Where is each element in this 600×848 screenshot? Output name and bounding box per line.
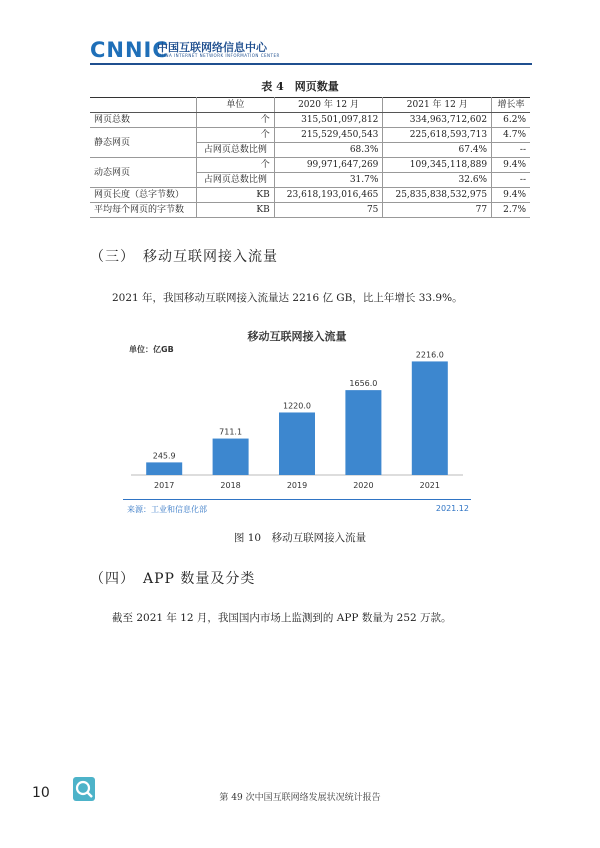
bar-2018: [213, 439, 249, 475]
table-header-row: [90, 98, 530, 113]
row-unit: KB: [196, 188, 274, 203]
webpage-count-table: [90, 97, 530, 218]
x-tick-label: 2018: [220, 481, 241, 490]
cell-2020: 23,618,193,016,465: [274, 188, 383, 203]
table-row: [90, 113, 530, 128]
table-header-cell: 增长率: [492, 98, 530, 113]
bar-2021: [412, 361, 448, 475]
cell-growth: 4.7%: [492, 128, 530, 143]
cell-growth: 9.4%: [492, 188, 530, 203]
table-row: [90, 188, 530, 203]
bar-value-label: 711.1: [219, 427, 243, 437]
table-header-cell: 单位: [196, 98, 274, 113]
chart-source: 来源：工业和信息化部: [127, 505, 207, 514]
cell-growth: --: [492, 173, 530, 188]
chart-unit-label: 单位：亿GB: [129, 345, 174, 354]
row-label: 静态网页: [90, 128, 196, 158]
section-heading: （四） APP 数量及分类: [90, 571, 256, 587]
bar-value-label: 245.9: [152, 451, 176, 461]
row-label: 动态网页: [90, 158, 196, 188]
section-paragraph: 截至 2021 年 12 月，我国国内市场上监测到的 APP 数量为 252 万款。: [112, 612, 452, 624]
figure-caption: 图 10 移动互联网接入流量: [233, 532, 367, 544]
org-name-en: CHINA INTERNET NETWORK INFORMATION CENTER: [157, 53, 280, 58]
chart-plot: [117, 322, 477, 502]
x-tick-label: 2020: [353, 481, 374, 490]
x-tick-label: 2017: [154, 481, 175, 490]
bar-value-label: 1220.0: [283, 401, 311, 411]
bar-2020: [345, 390, 381, 475]
row-label: 平均每个网页的字节数: [90, 203, 196, 218]
section-paragraph: 2021 年，我国移动互联网接入流量达 2216 亿 GB，比上年增长 33.9%。: [112, 292, 463, 304]
bar-2019: [279, 412, 315, 475]
table-header-cell: [90, 98, 196, 113]
bar-value-label: 1656.0: [349, 379, 378, 389]
org-name-cn: 中国互联网络信息中心: [157, 41, 267, 54]
row-unit: 个: [196, 128, 274, 143]
cell-2021: 77: [383, 203, 492, 218]
bar-value-label: 2216.0: [415, 350, 444, 360]
cell-2021: 225,618,593,713: [383, 128, 492, 143]
table-header-cell: 2020 年 12 月: [274, 98, 383, 113]
cell-2021: 67.4%: [383, 143, 492, 158]
row-unit: 个: [196, 158, 274, 173]
cell-2020: 68.3%: [274, 143, 383, 158]
page-header: [90, 38, 530, 62]
x-tick-label: 2019: [286, 481, 308, 490]
cnnic-logo: CNNIC: [90, 38, 169, 62]
bar-2017: [146, 462, 182, 475]
chart-date: 2021.12: [435, 504, 469, 513]
cell-2021: 32.6%: [383, 173, 492, 188]
row-unit: 占网页总数比例: [196, 173, 274, 188]
cell-2020: 31.7%: [274, 173, 383, 188]
table-row: [90, 203, 530, 218]
cell-2021: 109,345,118,889: [383, 158, 492, 173]
chart-source-divider: [123, 499, 471, 500]
chart-title: 移动互联网接入流量: [247, 330, 347, 343]
traffic-chart: [117, 322, 477, 518]
cell-2021: 334,963,712,602: [383, 113, 492, 128]
report-title: 第 49 次中国互联网络发展状况统计报告: [219, 793, 381, 803]
row-unit: 占网页总数比例: [196, 143, 274, 158]
table-row: [90, 158, 530, 173]
row-label: 网页总数: [90, 113, 196, 128]
cell-2020: 215,529,450,543: [274, 128, 383, 143]
table-row: [90, 128, 530, 143]
section-heading: （三） 移动互联网接入流量: [90, 249, 278, 265]
header-divider: [90, 63, 532, 65]
cell-2020: 75: [274, 203, 383, 218]
cell-growth: 6.2%: [492, 113, 530, 128]
table-header-cell: 2021 年 12 月: [383, 98, 492, 113]
cell-2021: 25,835,838,532,975: [383, 188, 492, 203]
row-label: 网页长度（总字节数）: [90, 188, 196, 203]
cell-growth: 9.4%: [492, 158, 530, 173]
x-tick-label: 2021: [419, 481, 440, 490]
page-number: 10: [32, 785, 50, 801]
table-caption: 表 4 网页数量: [261, 80, 339, 93]
cell-2020: 315,501,097,812: [274, 113, 383, 128]
row-unit: 个: [196, 113, 274, 128]
cell-2020: 99,971,647,269: [274, 158, 383, 173]
row-unit: KB: [196, 203, 274, 218]
cell-growth: --: [492, 143, 530, 158]
cell-growth: 2.7%: [492, 203, 530, 218]
